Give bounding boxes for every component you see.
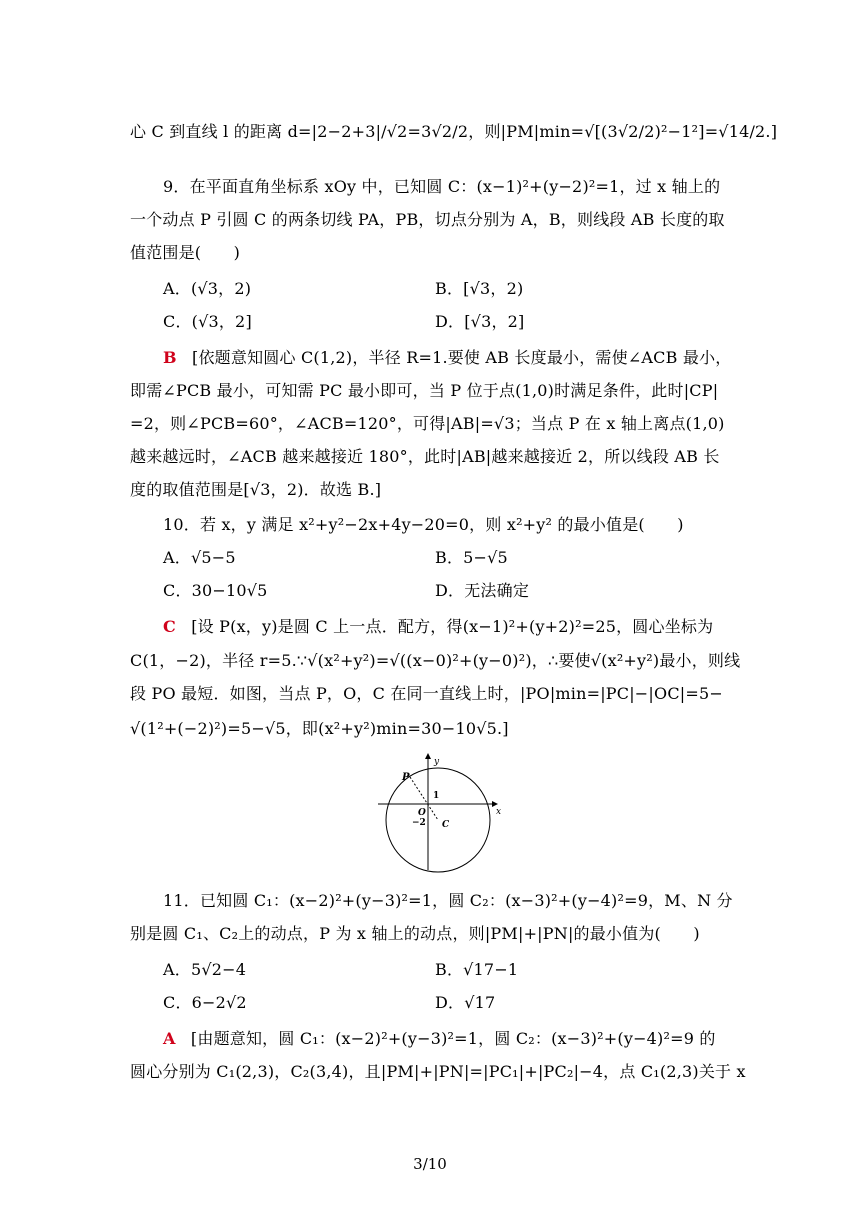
text-line: 一个动点 P 引圆 C 的两条切线 PA，PB，切点分别为 A，B，则线段 AB 长度的取 [130, 210, 725, 229]
answer-letter: A [163, 1029, 176, 1048]
q11-answer-line [163, 1028, 763, 1050]
answer-text: [设 P(x，y)是圆 C 上一点．配方，得(x−1)²+(y+2)²=25，圆心坐标为 [191, 617, 714, 636]
q11-option-row [163, 959, 763, 981]
q10-answer-line: 段 PO 最短．如图，当点 P，O，C 在同一直线上时，|PO|min=|PC|−|OC|=5− [130, 684, 723, 703]
page-number: 3/10 [413, 1155, 447, 1173]
q9-option-row [163, 278, 763, 300]
circle-figure [370, 752, 510, 874]
question-11-stem: 别是圆 C₁、C₂上的动点，P 为 x 轴上的动点，则|PM|+|PN|的最小值为( ) [130, 924, 700, 943]
text-line: 心 C 到直线 l 的距离 d=|2−2+3|/√2=3√2/2，则|PM|min=√[(3√2/2)²−1²]=√14/2.] [130, 122, 778, 141]
label-p: P [402, 772, 410, 783]
q9-answer-line: 度的取值范围是[√3，2)．故选 B.] [130, 480, 382, 499]
q11-option-a: A．5√2−4 [163, 960, 247, 979]
q11-answer-line: 圆心分别为 C₁(2,3)，C₂(3,4)，且|PM|+|PN|=|PC₁|+|PC₂|−4，点 C₁(2,3)关于 x [130, 1062, 746, 1081]
q9-answer-line: 即需∠PCB 最小，可知需 PC 最小即可，当 P 位于点(1,0)时满足条件，此时|CP| [130, 381, 719, 400]
q11-option-b: B．√17−1 [435, 960, 519, 979]
answer-text: [由题意知，圆 C₁：(x−2)²+(y−3)²=1，圆 C₂：(x−3)²+(y−4)²=9 的 [190, 1029, 716, 1048]
question-9-stem: 9．在平面直角坐标系 xOy 中，已知圆 C：(x−1)²+(y−2)²=1，过 x 轴上的 [163, 177, 721, 196]
q10-option-d: D．无法确定 [435, 581, 530, 600]
q10-option-c: C．30−10√5 [163, 581, 268, 600]
q10-option-row [163, 547, 763, 569]
answer-text: [依题意知圆心 C(1,2)，半径 R=1.要使 AB 长度最小，需使∠ACB 最小， [192, 348, 732, 367]
q9-answer-line: 越来越远时，∠ACB 越来越接近 180°，此时|AB|越来越接近 2，所以线段 AB 长 [130, 447, 720, 466]
answer-letter: C [163, 617, 176, 636]
circle-c [386, 768, 490, 872]
q11-option-c: C．6−2√2 [163, 993, 247, 1012]
y-axis-arrow [425, 753, 431, 759]
answer-letter: B [163, 348, 177, 367]
q10-answer-line: C(1，−2)，半径 r=5.∵√(x²+y²)=√((x−0)²+(y−0)²)，∴要使√(x²+y²)最小，则线 [130, 651, 741, 670]
q10-option-a: A．√5−5 [163, 548, 236, 567]
x-label: x [496, 807, 502, 817]
q11-option-row [163, 992, 763, 1014]
label-one: 1 [433, 791, 440, 801]
label-c: C [442, 820, 450, 830]
q9-option-b: B．[√3，2) [435, 279, 524, 298]
q10-answer-line: √(1²+(−2)²)=5−√5，即(x²+y²)min=30−10√5.] [130, 719, 509, 738]
q9-answer-line: =2，则∠PCB=60°，∠ACB=120°，可得|AB|=√3；当点 P 在 x 轴上离点(1,0) [130, 414, 725, 433]
q11-option-d: D．√17 [435, 993, 496, 1012]
q10-option-b: B．5−√5 [435, 548, 508, 567]
text-line: 值范围是( ) [130, 243, 241, 262]
question-10-stem: 10．若 x，y 满足 x²+y²−2x+4y−20=0，则 x²+y² 的最小值是( ) [163, 515, 684, 534]
q10-option-row [163, 580, 763, 602]
q9-option-row [163, 311, 763, 333]
q9-option-d: D．[√3，2] [435, 312, 525, 331]
question-11-stem: 11．已知圆 C₁：(x−2)²+(y−3)²=1，圆 C₂：(x−3)²+(y−4)²=9，M、N 分 [163, 891, 733, 910]
label-minus-two: −2 [412, 818, 426, 828]
q9-option-a: A．(√3，2) [163, 279, 252, 298]
label-o: O [418, 808, 426, 818]
q10-answer-line [163, 616, 763, 638]
q9-answer-line [163, 347, 763, 369]
y-label: y [434, 757, 440, 767]
q9-option-c: C．(√3，2] [163, 312, 252, 331]
